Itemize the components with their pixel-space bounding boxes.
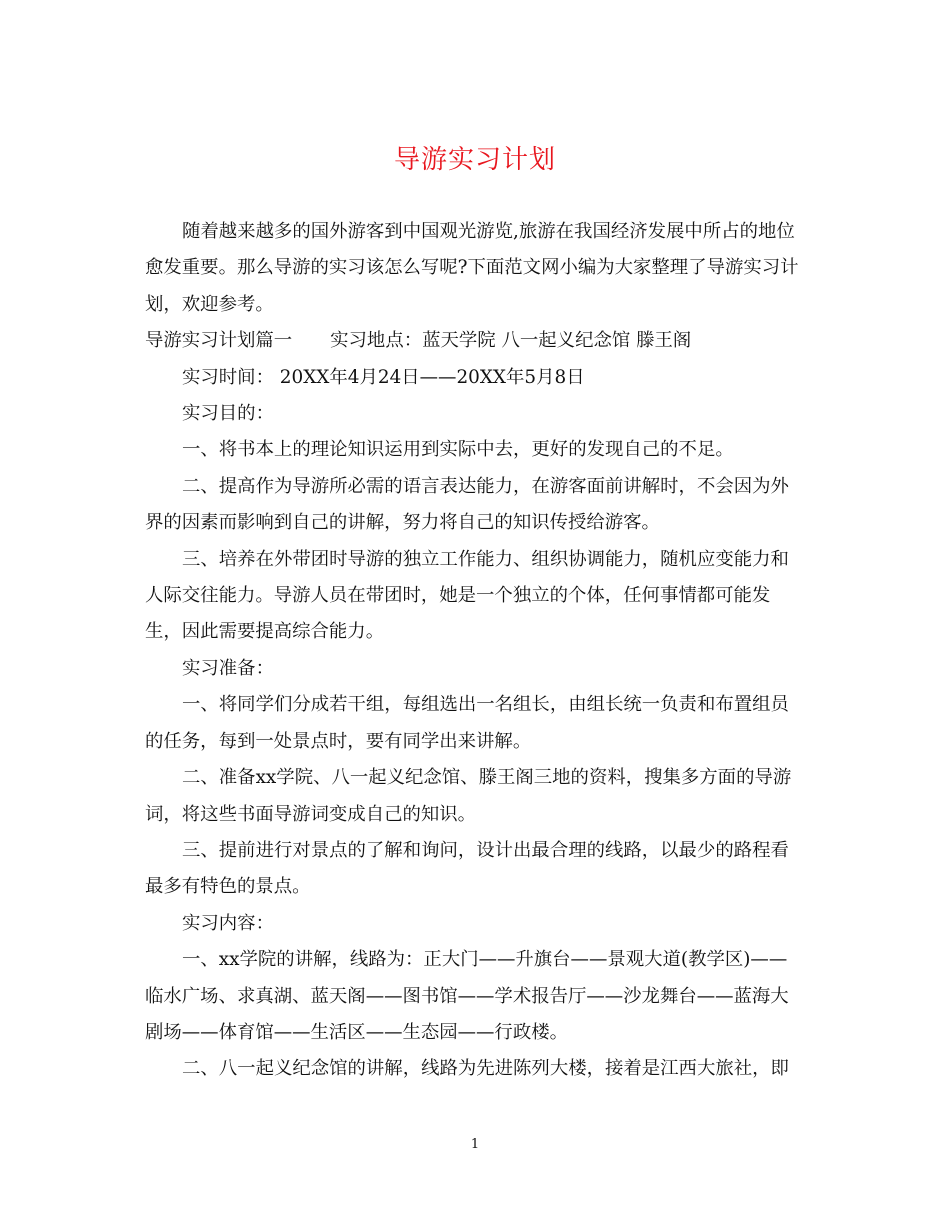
- paragraph-line: 二、提高作为导游所必需的语言表达能力，在游客面前讲解时，不会因为外: [182, 475, 789, 497]
- subheading-purpose: 实习目的：: [182, 403, 274, 425]
- paragraph-line: 三、培养在外带团时导游的独立工作能力、组织协调能力，随机应变能力和: [182, 548, 789, 570]
- subheading-content: 实习内容：: [182, 912, 274, 934]
- internship-location: 实习地点：蓝天学院 八一起义纪念馆 滕王阁: [330, 330, 692, 352]
- section-heading: 导游实习计划篇一: [145, 330, 293, 352]
- paragraph-line: 人际交往能力。导游人员在带团时，她是一个独立的个体，任何事情都可能发: [145, 585, 771, 607]
- paragraph-line: 一、xx学院的讲解，线路为：正大门——升旗台——景观大道(教学区)——: [182, 949, 788, 971]
- paragraph-line: 剧场——体育馆——生活区——生态园——行政楼。: [145, 1021, 568, 1043]
- internship-time: 实习时间： 20XX年4月24日——20XX年5月8日: [182, 366, 585, 388]
- paragraph-line: 二、准备xx学院、八一起义纪念馆、滕王阁三地的资料，搜集多方面的导游: [182, 767, 792, 789]
- paragraph-line: 的任务，每到一处景点时，要有同学出来讲解。: [145, 730, 532, 752]
- paragraph-line: 愈发重要。那么导游的实习该怎么写呢?下面范文网小编为大家整理了导游实习计: [145, 257, 799, 279]
- paragraph-line: 临水广场、求真湖、蓝天阁——图书馆——学术报告厅——沙龙舞台——蓝海大: [145, 985, 789, 1007]
- subheading-preparation: 实习准备：: [182, 657, 274, 679]
- paragraph-line: 界的因素而影响到自己的讲解，努力将自己的知识传授给游客。: [145, 512, 660, 534]
- paragraph-line: 生，因此需要提高综合能力。: [145, 621, 385, 643]
- section-heading-line: [145, 323, 805, 359]
- paragraph-line: 词，将这些书面导游词变成自己的知识。: [145, 803, 477, 825]
- page-number: 1: [470, 1137, 480, 1152]
- paragraph-line: 划，欢迎参考。: [145, 293, 274, 315]
- paragraph-line: 一、将书本上的理论知识运用到实际中去，更好的发现自己的不足。: [182, 439, 734, 461]
- paragraph-line: 随着越来越多的国外游客到中国观光游览,旅游在我国经济发展中所占的地位: [182, 221, 795, 242]
- document-body: [145, 214, 805, 1088]
- document-title: 导游实习计划: [393, 145, 556, 175]
- paragraph-line: 二、八一起义纪念馆的讲解，线路为先进陈列大楼，接着是江西大旅社，即: [182, 1058, 789, 1080]
- paragraph-line: 一、将同学们分成若干组，每组选出一名组长，由组长统一负责和布置组员: [182, 694, 789, 716]
- paragraph-line: 最多有特色的景点。: [145, 876, 311, 898]
- paragraph-line: 三、提前进行对景点的了解和询问，设计出最合理的线路，以最少的路程看: [182, 839, 789, 861]
